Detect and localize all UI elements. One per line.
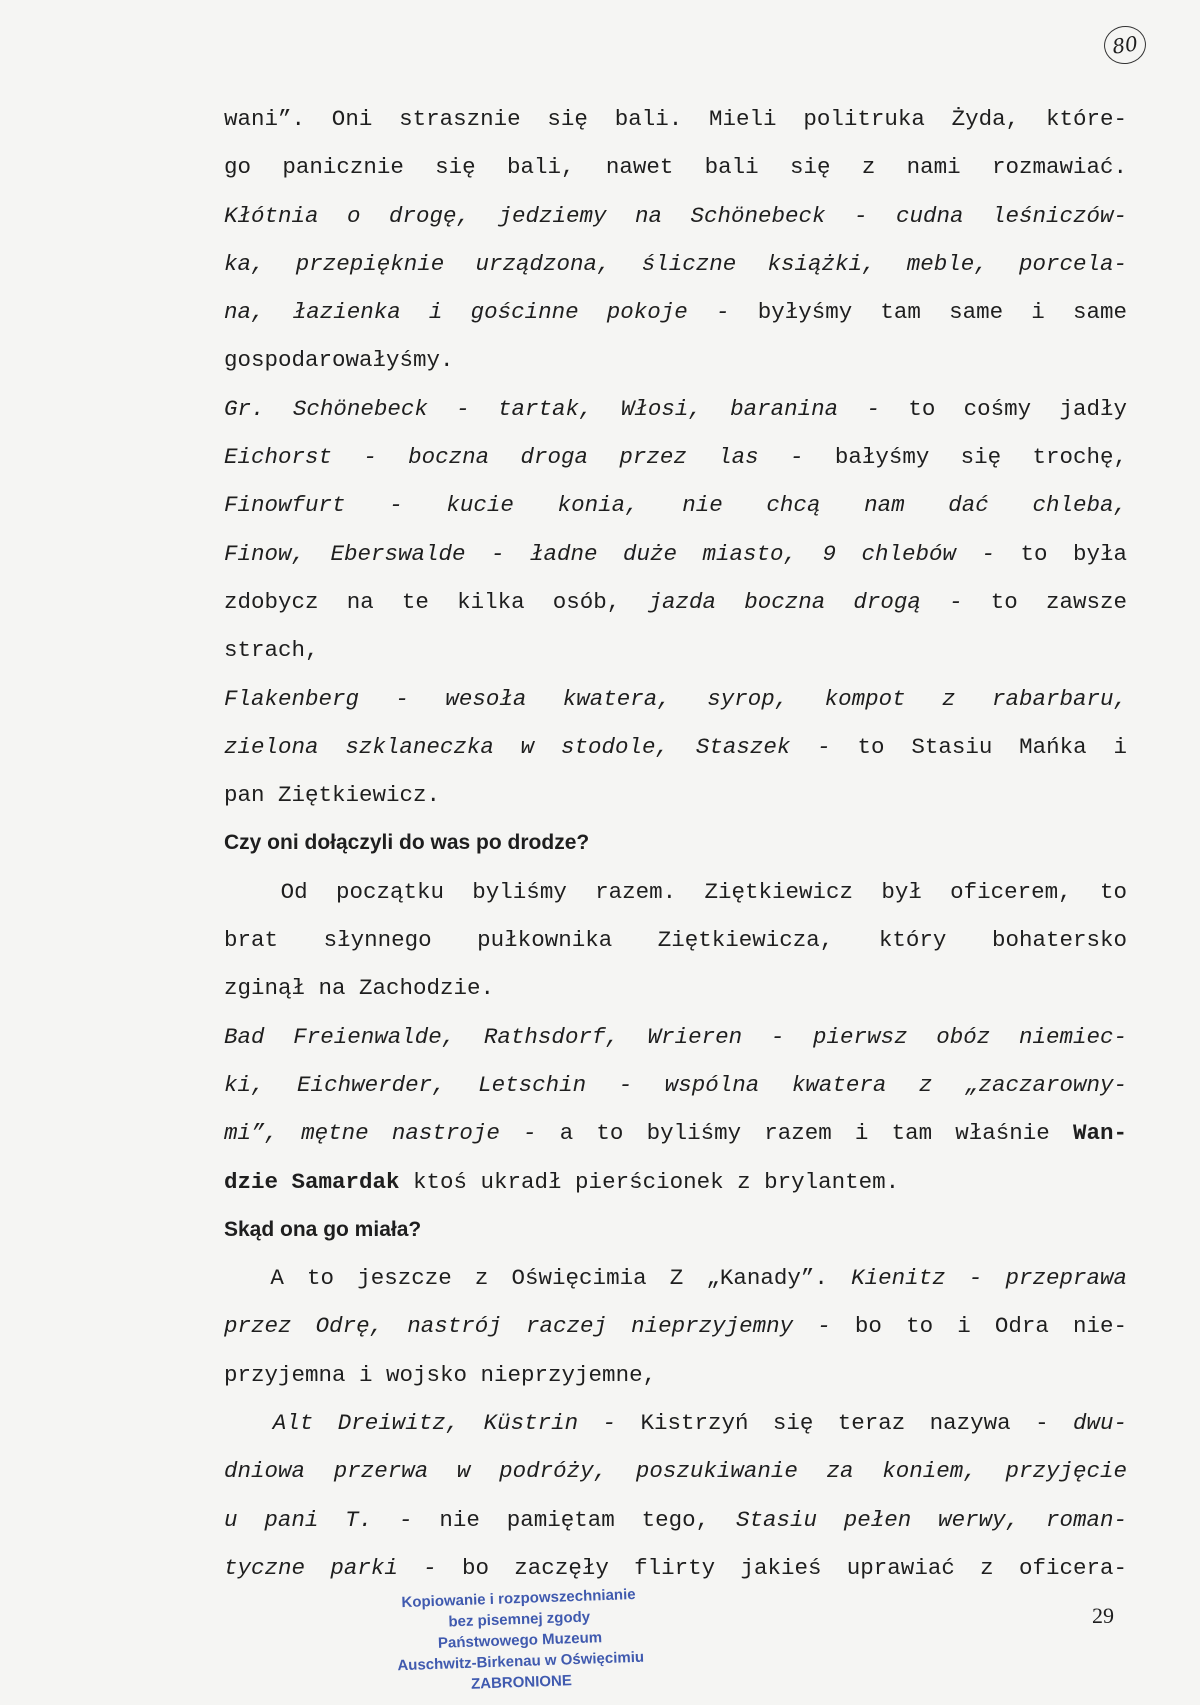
transcript-line: [224, 964, 1127, 1012]
line-segment: zielona szklaneczka w stodole, Staszek -: [224, 733, 858, 760]
line-segment: jazda boczna drogą -: [648, 588, 991, 615]
line-segment: to była: [1020, 540, 1127, 567]
transcript-line: [224, 1061, 1127, 1109]
page-number: 29: [1092, 1603, 1114, 1628]
transcript-line: [224, 240, 1127, 288]
transcript-line: [224, 1013, 1127, 1061]
transcript-line: [224, 578, 1127, 626]
transcript-line: [224, 1109, 1127, 1157]
line-segment: przyjemna i wojsko nieprzyjemne,: [224, 1361, 657, 1388]
handwritten-page-marker: 80: [1102, 23, 1149, 66]
line-segment: ki, Eichwerder, Letschin - wspólna kwatera z „zaczarowny-: [224, 1071, 1127, 1098]
transcript-line: [224, 1254, 1127, 1302]
line-segment: brat słynnego pułkownika Ziętkiewicza, który bohatersko: [224, 927, 1127, 954]
line-segment: dzie Samardak: [224, 1168, 400, 1195]
line-segment: to Stasiu Mańka i: [857, 733, 1127, 760]
transcript-line: [224, 819, 1127, 867]
stamp-line-1: Kopiowanie i rozpowszechnianie: [401, 1585, 636, 1612]
transcript-line: [224, 771, 1127, 819]
transcript-line: [224, 192, 1127, 240]
line-segment: Alt Dreiwitz, Küstrin -: [224, 1410, 641, 1437]
transcript-line: [224, 95, 1127, 143]
transcript-line: [224, 1351, 1127, 1399]
transcript-line: [224, 385, 1127, 433]
line-segment: mi”, mętne nastroje -: [224, 1120, 560, 1147]
transcript-line: [224, 288, 1127, 336]
transcript-line: [224, 916, 1127, 964]
transcript-line: [224, 1496, 1127, 1544]
interviewer-question: Skąd ona go miała?: [224, 1217, 422, 1241]
line-segment: Stasiu pełen werwy, roman-: [735, 1506, 1127, 1533]
interviewer-question: Czy oni dołączyli do was po drodze?: [224, 831, 590, 855]
line-segment: bałyśmy się trochę,: [834, 444, 1127, 471]
line-segment: u pani T. -: [224, 1506, 440, 1533]
transcript-line: [224, 675, 1127, 723]
line-segment: przez Odrę, nastrój raczej nieprzyjemny -: [224, 1313, 855, 1340]
line-segment: a to byliśmy razem i tam właśnie: [559, 1120, 1073, 1147]
transcript-line: [224, 1447, 1127, 1495]
line-segment: Gr. Schönebeck - tartak, Włosi, baranina -: [224, 395, 909, 422]
transcript-line: [224, 1206, 1127, 1254]
copyright-stamp: [368, 1583, 671, 1698]
line-segment: Kienitz - przeprawa: [851, 1265, 1127, 1292]
transcript-line: [224, 1399, 1127, 1447]
line-segment: Bad Freienwalde, Rathsdorf, Wrieren - pierwsz obóz niemiec-: [224, 1023, 1127, 1050]
line-segment: to zawsze: [990, 588, 1127, 615]
transcript-line: [224, 723, 1127, 771]
line-segment: ka, przepięknie urządzona, śliczne książki, meble, porcela-: [224, 250, 1127, 277]
stamp-line-4: Auschwitz-Birkenau w Oświęcimiu: [397, 1648, 645, 1675]
line-segment: Finowfurt - kucie konia, nie chcą nam dać chleba,: [224, 492, 1127, 519]
stamp-line-3: Państwowego Muzeum: [437, 1629, 603, 1652]
line-segment: to cośmy jadły: [908, 395, 1127, 422]
line-segment: Eichorst - boczna droga przez las -: [224, 444, 835, 471]
line-segment: tyczne parki -: [224, 1554, 462, 1581]
stamp-line-5: ZABRONIONE: [470, 1672, 573, 1693]
line-segment: dwu-: [1072, 1410, 1127, 1437]
transcript-line: [224, 481, 1127, 529]
line-segment: Flakenberg - wesoła kwatera, syrop, kompot z rabarbaru,: [224, 685, 1127, 712]
transcript-line: [224, 626, 1127, 674]
transcript-line: [224, 1302, 1127, 1350]
line-segment: Kistrzyń się teraz nazywa -: [640, 1410, 1073, 1437]
line-segment: bo zaczęły flirty jakieś uprawiać z oficera-: [461, 1554, 1127, 1581]
line-segment: gospodarowałyśmy.: [224, 347, 454, 374]
line-segment: Kłótnia o drogę, jedziemy na Schönebeck - cudna leśniczów-: [224, 202, 1127, 229]
transcript-line: [224, 530, 1127, 578]
line-segment: nie pamiętam tego,: [439, 1506, 736, 1533]
line-segment: pan Ziętkiewicz.: [224, 782, 441, 809]
line-segment: dniowa przerwa w podróży, poszukiwanie za koniem, przyjęcie: [224, 1458, 1127, 1485]
line-segment: Wan-: [1072, 1120, 1127, 1147]
line-segment: na, łazienka i gościnne pokoje -: [224, 299, 758, 326]
line-segment: Od początku byliśmy razem. Ziętkiewicz był oficerem, to: [224, 878, 1127, 905]
transcript-line: [224, 1158, 1127, 1206]
transcript-line: [224, 868, 1127, 916]
transcript-line: [224, 1544, 1127, 1592]
line-segment: wani”. Oni strasznie się bali. Mieli politruka Żyda, które-: [224, 106, 1127, 132]
line-segment: ktoś ukradł pierścionek z brylantem.: [399, 1168, 900, 1195]
line-segment: strach,: [224, 637, 319, 664]
line-segment: A to jeszcze z Oświęcimia Z „Kanady”.: [224, 1265, 852, 1292]
line-segment: bo to i Odra nie-: [854, 1313, 1127, 1340]
transcript-line: [224, 336, 1127, 384]
stamp-line-2: bez pisemnej zgody: [448, 1608, 591, 1631]
line-segment: byłyśmy tam same i same: [757, 299, 1127, 326]
transcript-line: [224, 143, 1127, 191]
line-segment: zdobycz na te kilka osób,: [224, 588, 649, 615]
line-segment: Finow, Eberswalde - ładne duże miasto, 9 chlebów -: [224, 540, 1021, 567]
transcript-line: [224, 433, 1127, 481]
line-segment: zginął na Zachodzie.: [224, 975, 495, 1002]
line-segment: go panicznie się bali, nawet bali się z nami rozmawiać.: [224, 154, 1127, 181]
interview-transcript: [224, 95, 1127, 1592]
